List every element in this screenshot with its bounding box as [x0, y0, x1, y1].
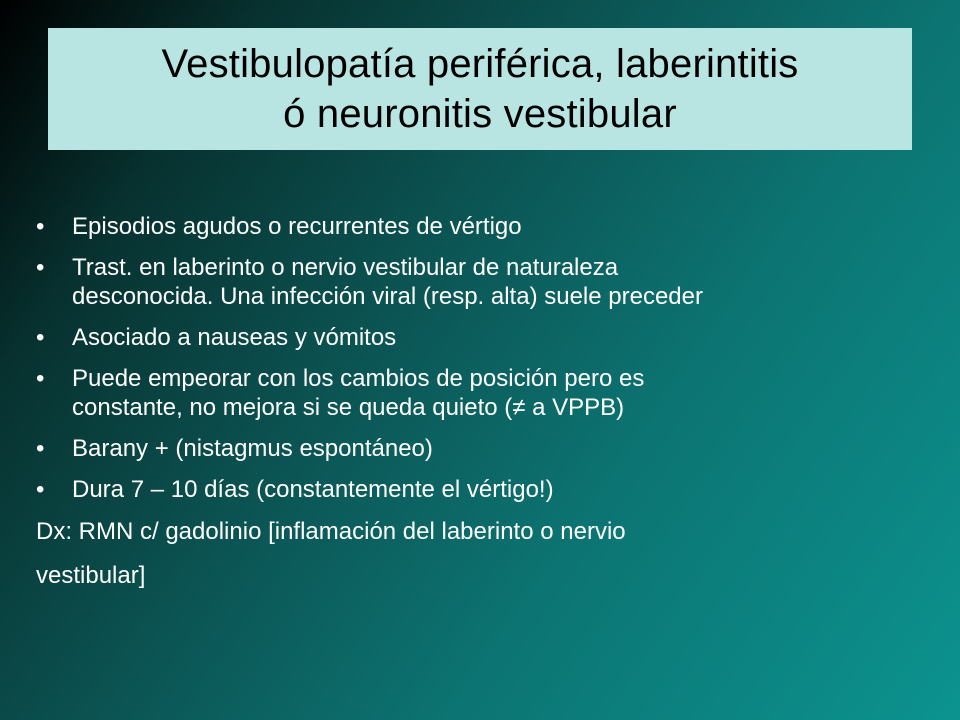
bullet-text-line: Barany + (nistagmus espontáneo) [72, 435, 433, 462]
bullet-item [36, 212, 926, 241]
slide-title-box [48, 28, 912, 150]
bullet-text-line: Dura 7 – 10 días (constantemente el vértigo!) [72, 476, 554, 503]
diagnosis-paragraph [36, 510, 926, 598]
diagnosis-text-line: Dx: RMN c/ gadolinio [inflamación del laberinto o nervio [36, 518, 626, 545]
slide-content [36, 212, 926, 598]
bullet-dot-icon: • [36, 476, 45, 503]
bullet-text-line: Episodios agudos o recurrentes de vértigo [72, 213, 522, 240]
bullet-item [36, 364, 926, 422]
bullet-dot-icon: • [36, 213, 45, 240]
bullet-item [36, 323, 926, 352]
bullet-text-line: Trast. en laberinto o nervio vestibular de naturaleza [72, 254, 619, 281]
bullet-text-line: Puede empeorar con los cambios de posición pero es [72, 365, 645, 392]
bullet-dot-icon: • [36, 435, 45, 462]
bullet-dot-icon: • [36, 324, 45, 351]
bullet-dot-icon: • [36, 254, 45, 281]
bullet-item [36, 253, 926, 311]
slide-title-line-1: Vestibulopatía periférica, laberintitis [161, 42, 799, 86]
bullet-text-line: constante, no mejora si se queda quieto (≠ a VPPB) [72, 394, 625, 421]
bullet-item [36, 434, 926, 463]
bullet-item [36, 475, 926, 504]
bullet-list [36, 212, 926, 504]
bullet-dot-icon: • [36, 365, 45, 392]
bullet-text-line: desconocida. Una infección viral (resp. alta) suele preceder [72, 283, 703, 310]
diagnosis-text-line: vestibular] [36, 562, 146, 589]
slide-title-line-2: ó neuronitis vestibular [283, 92, 677, 136]
bullet-text-line: Asociado a nauseas y vómitos [72, 324, 397, 351]
